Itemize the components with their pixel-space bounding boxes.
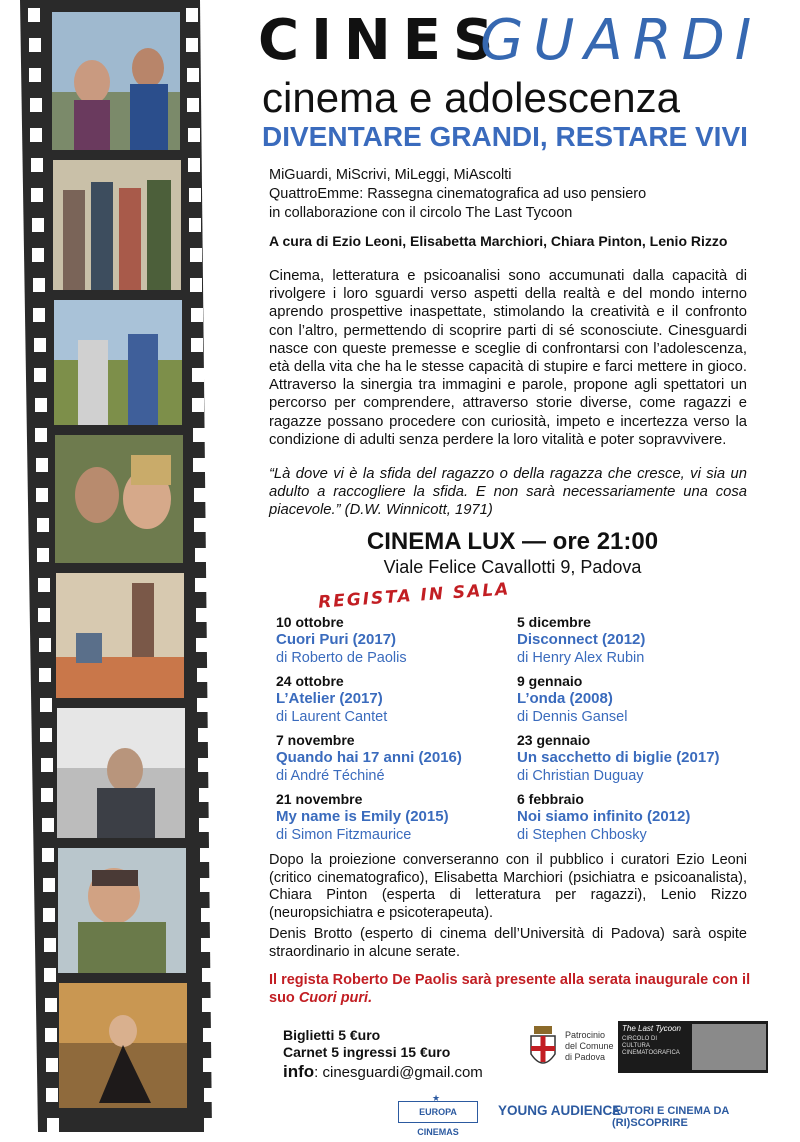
film-title: Disconnect (2012) — [517, 631, 646, 648]
ticket-single: Biglietti 5 €uro — [283, 1027, 381, 1043]
film-still-5 — [56, 573, 184, 698]
film-date: 7 novembre — [276, 732, 355, 748]
film-item — [517, 614, 757, 667]
intro-line-1: MiGuardi, MiScrivi, MiLeggi, MiAscolti — [269, 167, 512, 183]
film-title: Noi siamo infinito (2012) — [517, 808, 691, 825]
film-date: 23 gennaio — [517, 732, 591, 748]
regista-in-sala-stamp: REGISTA IN SALA — [317, 579, 511, 613]
film-title: Un sacchetto di biglie (2017) — [517, 749, 720, 766]
director-note-text: Il regista Roberto De Paolis sarà presente alla serata inaugurale con il suo — [269, 972, 751, 1006]
director-note-film: Cuori puri. — [298, 989, 373, 1006]
discussion-paragraph: Dopo la proiezione converseranno con il pubblico i curatori Ezio Leoni (critico cinematografico), Elisabetta Marchiori (psichiatra e psicoanalista), Chiara Pinton (esperta di letteratura per ragazzi), Lenio Rizzo (neuropsichiatra e psicoterapeuta). — [269, 852, 747, 921]
film-item — [517, 791, 757, 844]
star-icon: ★ — [432, 1093, 441, 1103]
film-date: 24 ottobre — [276, 673, 344, 689]
film-director: di Henry Alex Rubin — [517, 650, 645, 666]
tickets-block — [283, 1027, 450, 1061]
film-director: di Stephen Chbosky — [517, 827, 647, 843]
curators-line: A cura di Ezio Leoni, Elisabetta Marchiori, Chiara Pinton, Lenio Rizzo — [269, 233, 728, 249]
autori-cinema-text: AUTORI E CINEMA DA (RI)SCOPRIRE — [612, 1105, 729, 1129]
intro-line-3: in collaborazione con il circolo The Last Tycoon — [269, 205, 573, 221]
film-director: di Christian Duguay — [517, 768, 644, 784]
film-title: My name is Emily (2015) — [276, 808, 449, 825]
padova-crest-icon — [528, 1024, 558, 1072]
film-date: 5 dicembre — [517, 614, 591, 630]
film-director: di Dennis Gansel — [517, 709, 628, 725]
guest-paragraph: Denis Brotto (esperto di cinema dell’Università di Padova) sarà ospite straordinario in alcune serate. — [269, 926, 747, 960]
intro-line-2: QuattroEmme: Rassegna cinematografica ad uso pensiero — [269, 186, 647, 202]
film-still-2 — [53, 160, 181, 290]
film-still-7 — [58, 848, 186, 973]
film-item — [276, 791, 516, 844]
film-title: L’onda (2008) — [517, 690, 613, 707]
film-item — [517, 732, 757, 785]
patronage-text — [565, 1030, 614, 1063]
film-title: Quando hai 17 anni (2016) — [276, 749, 462, 766]
brand-logo — [258, 8, 778, 73]
film-still-1 — [52, 12, 180, 150]
info-line — [283, 1062, 483, 1082]
europa-cinemas-logo: EUROPA CINEMAS — [398, 1101, 478, 1123]
film-still-8 — [59, 983, 187, 1108]
info-label: info — [283, 1062, 315, 1081]
film-director: di Simon Fitzmaurice — [276, 827, 412, 843]
film-title: L’Atelier (2017) — [276, 690, 383, 707]
venue-name: CINEMA LUX — ore 21:00 — [366, 528, 659, 555]
winnicott-quote: “Là dove vi è la sfida del ragazzo o della ragazza che cresce, vi sia un adulto a raccogliere la sfida. E non sarà necessariamente una cosa piacevole.” (D.W. Winnicott, 1971) — [269, 466, 747, 519]
film-item — [276, 614, 516, 667]
page-tagline: DIVENTARE GRANDI, RESTARE VIVI — [262, 121, 748, 152]
brand-part2: GUARDI — [480, 8, 762, 73]
tycoon-desc: CIRCOLO DI CULTURA CINEMATOGRAFICA — [622, 1036, 680, 1056]
tycoon-photo — [692, 1024, 766, 1070]
body-paragraph: Cinema, letteratura e psicoanalisi sono accumunati dalla capacità di rivolgere i loro sguardi verso aspetti della realtà e del mondo interno aprendo prospettive inaspettate, stimolando la creatività e il confronto con l’altro, permettendo di scoprire parti di sé sconosciute. Cinesguardi nasce con queste premesse e sceglie di confrontarsi con l’adolescenza, età della vita che ha le stesse capacità di stupire e farci mettere in gioco. Attraverso la sinergia tra immagini e parole, propone agli spettatori un percorso per comprendere, attraverso storie diverse, come ragazzi e ragazze possano procedere con curiosità, impeto e incertezza verso la condizione di adulti senza perdere la loro vitalità e poter sopravvivere. — [269, 268, 747, 448]
director-note — [269, 972, 759, 1007]
film-item — [276, 732, 516, 785]
patronage-line-1: Patrocinio — [565, 1030, 606, 1040]
info-email[interactable]: : cinesguardi@gmail.com — [314, 1064, 483, 1081]
brand-part1: CINES — [258, 8, 506, 73]
tycoon-name: The Last Tycoon — [622, 1024, 681, 1033]
film-item — [276, 673, 516, 726]
page-subtitle: cinema e adolescenza — [262, 74, 680, 121]
intro-block — [269, 166, 769, 223]
ticket-carnet: Carnet 5 ingressi 15 €uro — [283, 1044, 451, 1060]
film-date: 21 novembre — [276, 791, 363, 807]
film-strip — [0, 0, 235, 1132]
patronage-line-2: del Comune — [565, 1041, 614, 1051]
film-still-4 — [55, 435, 183, 563]
film-director: di Roberto de Paolis — [276, 650, 407, 666]
young-audience-logo: YOUNG AUDIENCE — [498, 1103, 622, 1118]
patronage-line-3: di Padova — [565, 1052, 606, 1062]
film-title: Cuori Puri (2017) — [276, 631, 397, 648]
last-tycoon-logo — [618, 1021, 768, 1073]
film-date: 10 ottobre — [276, 614, 344, 630]
film-date: 6 febbraio — [517, 791, 584, 807]
film-item — [517, 673, 757, 726]
venue-address: Viale Felice Cavallotti 9, Padova — [383, 557, 642, 577]
film-director: di Laurent Cantet — [276, 709, 388, 725]
film-still-6 — [57, 708, 185, 838]
film-still-3 — [54, 300, 182, 425]
film-date: 9 gennaio — [517, 673, 583, 689]
film-director: di André Téchiné — [276, 768, 385, 784]
